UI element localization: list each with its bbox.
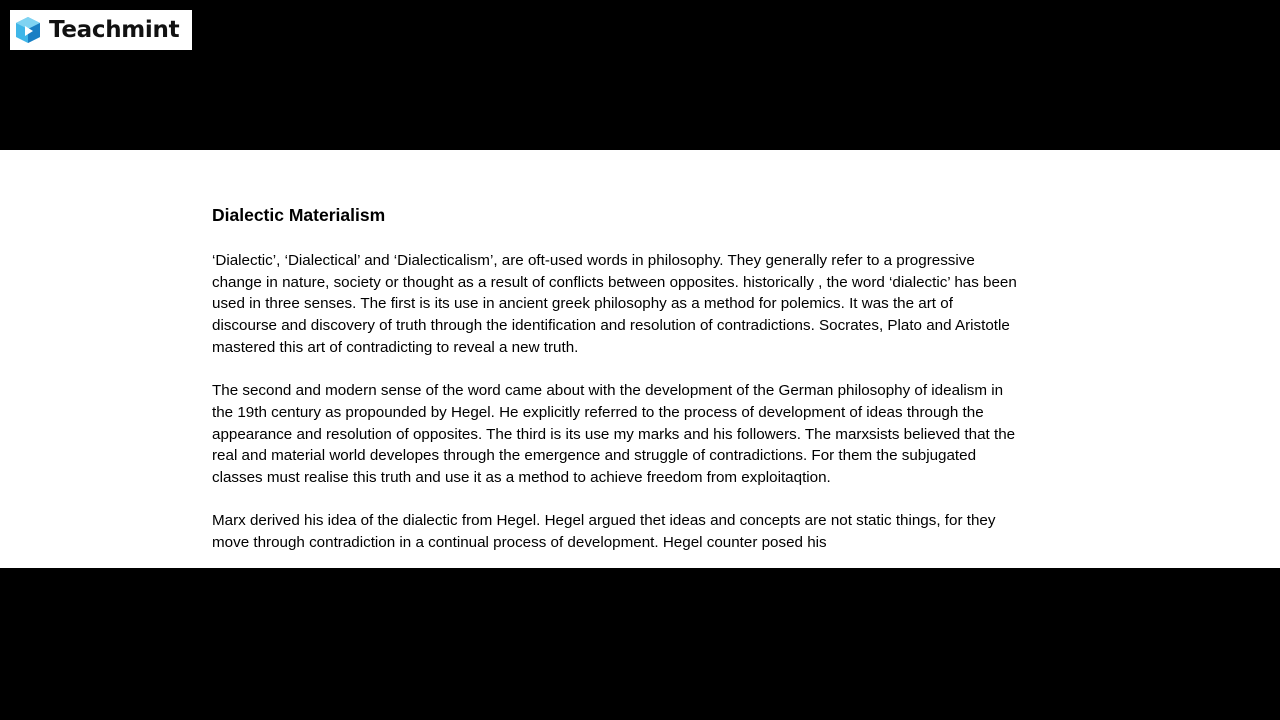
document-viewport[interactable] — [0, 150, 1280, 568]
brand-name: Teachmint — [49, 17, 180, 43]
brand-logo — [10, 10, 192, 50]
top-letterbox — [0, 0, 1280, 150]
document-title: Dialectic Materialism — [212, 205, 386, 225]
paragraph: Marx derived his idea of the dialectic from Hegel. Hegel argued thet ideas and concepts are not static things, for they move through contradiction in a continual process of development. Hegel counter posed his — [212, 512, 996, 552]
paragraph: ‘Dialectic’, ‘Dialectical’ and ‘Dialecticalism’, are oft-used words in philosophy. They generally refer to a progressive change in nature, society or thought as a result of conflicts between opposites. historically , the word ‘dialectic’ has been used in three senses. The first is its use in ancient greek philosophy as a method for polemics. It was the art of discourse and discovery of truth through the identification and resolution of contradictions. Socrates, Plato and Aristotle mastered this art of contradicting to reveal a new truth. — [212, 252, 1017, 356]
bottom-letterbox — [0, 568, 1280, 720]
teachmint-logo-icon — [14, 16, 42, 44]
paragraph: The second and modern sense of the word came about with the development of the German philosophy of idealism in the 19th century as propounded by Hegel. He explicitly referred to the process of development of ideas through the appearance and resolution of opposites. The third is its use my marks and his followers. The marxsists believed that the real and material world developes through the emergence and struggle of contradictions. For them the subjugated classes must realise this truth and use it as a method to achieve freedom from exploitaqtion. — [212, 382, 1016, 487]
document-page — [212, 204, 1022, 554]
